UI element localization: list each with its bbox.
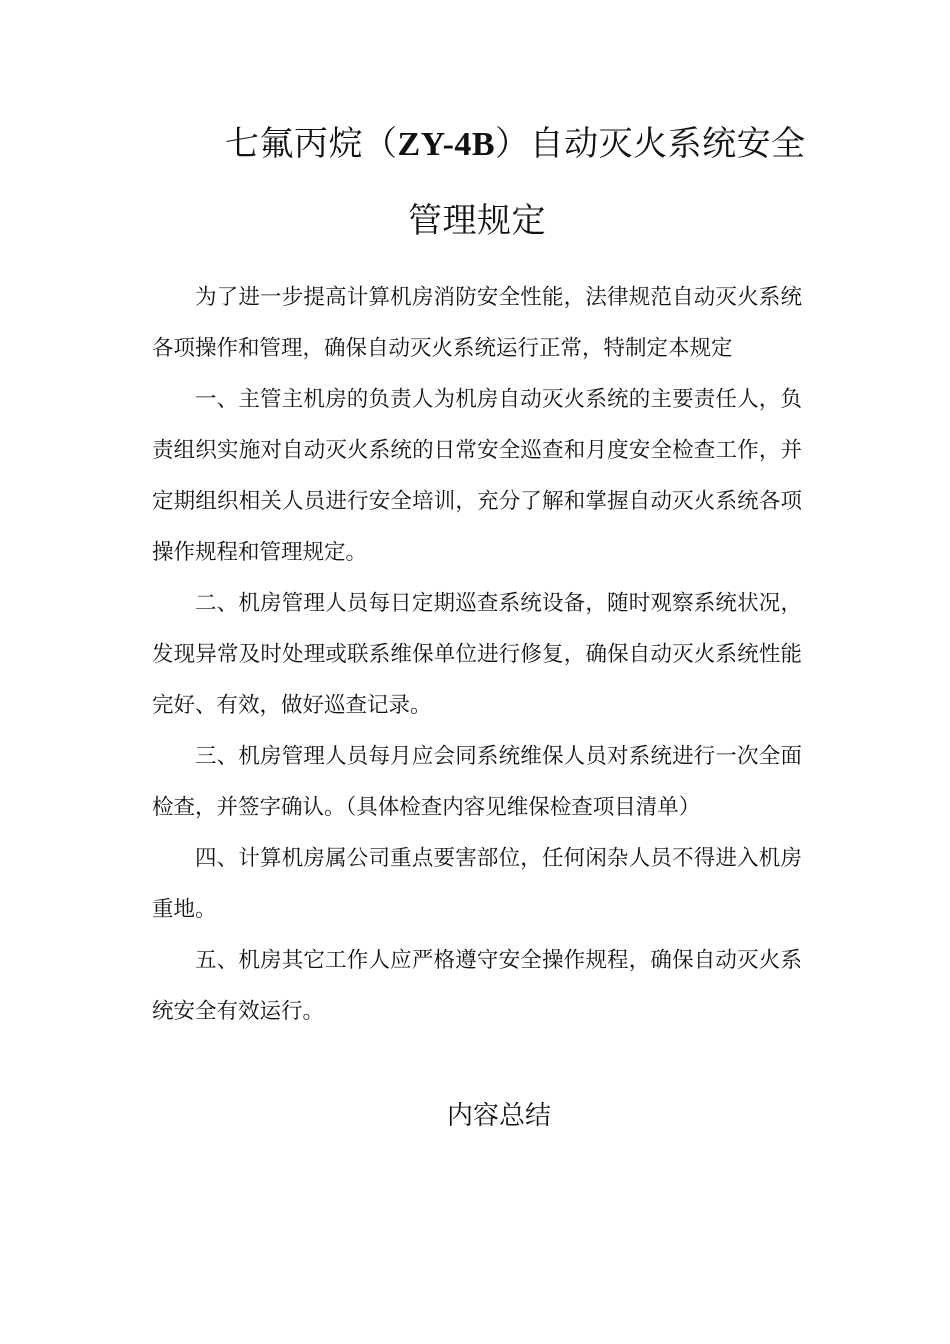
- paragraph-intro: 为了进一步提高计算机房消防安全性能，法律规范自动灭火系统各项操作和管理，确保自动灭火系统运行正常，特制定本规定: [152, 285, 802, 361]
- document-title-line1: [225, 124, 806, 165]
- title-suffix: ）自动灭火系统安全: [495, 124, 806, 164]
- paragraph-item-2: 二、机房管理人员每日定期巡查系统设备，随时观察系统状况，发现异常及时处理或联系维保单位进行修复，确保自动灭火系统性能完好、有效，做好巡查记录。: [152, 591, 802, 718]
- title-model-code: ZY-4B: [397, 126, 496, 163]
- title-prefix: 七氟丙烷（: [225, 124, 398, 164]
- paragraph-item-4: 四、计算机房属公司重点要害部位，任何闲杂人员不得进入机房重地。: [152, 846, 802, 922]
- paragraph-item-3: 三、机房管理人员每月应会同系统维保人员对系统进行一次全面检查，并签字确认。（具体检查内容见维保检查项目清单）: [152, 744, 802, 820]
- paragraph-item-5: 五、机房其它工作人应严格遵守安全操作规程，确保自动灭火系统安全有效运行。: [152, 948, 802, 1024]
- document-body: [152, 272, 802, 1037]
- document-title-line2: 管理规定: [408, 201, 546, 241]
- paragraph-item-1: 一、主管主机房的负责人为机房自动灭火系统的主要责任人，负责组织实施对自动灭火系统的日常安全巡查和月度安全检查工作，并定期组织相关人员进行安全培训，充分了解和掌握自动灭火系统各项操作规程和管理规定。: [152, 387, 802, 565]
- summary-heading: 内容总结: [447, 1101, 552, 1131]
